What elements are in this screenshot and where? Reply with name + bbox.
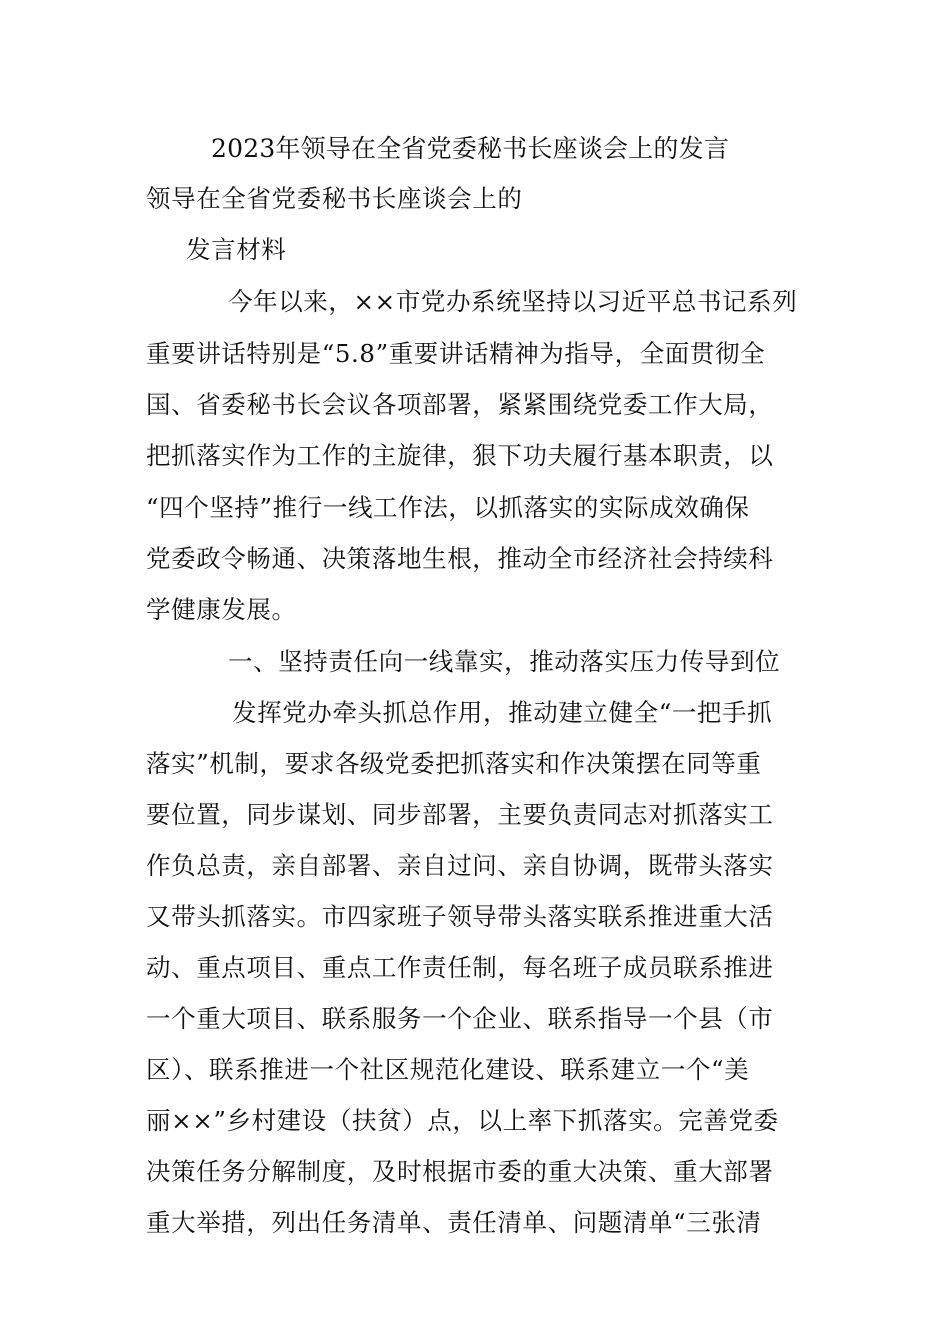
paragraph-2-line: 发挥党办牵头抓总作用，推动建立健全“一把手抓 [232,698,773,727]
paragraph-1-line: 把抓落实作为工作的主旋律，狠下功夫履行基本职责，以 [146,441,774,470]
paragraph-2-line: 丽××”乡村建设（扶贫）点，以上率下抓落实。完善党委 [146,1106,779,1135]
paragraph-1-line: 重要讲话特别是“5.8”重要讲话精神为指导，全面贯彻全 [146,339,766,368]
paragraph-2-line: 重大举措，列出任务清单、责任清单、问题清单“三张清 [146,1208,762,1237]
section-1-heading: 一、坚持责任向一线靠实，推动落实压力传导到位 [228,647,781,676]
paragraph-2-line: 作负总责，亲自部署、亲自过问、亲自协调，既带头落实 [146,851,774,880]
document-title: 2023年领导在全省党委秘书长座谈会上的发言 [211,134,730,163]
paragraph-1-line: 学健康发展。 [146,595,297,624]
paragraph-2-line: 又带头抓落实。市四家班子领导带头落实联系推进重大活 [146,902,774,931]
subtitle-line-2: 发言材料 [186,235,287,264]
paragraph-2-line: 决策任务分解制度，及时根据市委的重大决策、重大部署 [146,1157,774,1186]
paragraph-1-line: 今年以来，××市党办系统坚持以习近平总书记系列 [228,287,798,316]
paragraph-2-line: 落实”机制，要求各级党委把抓落实和作决策摆在同等重 [146,749,762,778]
paragraph-1-line: 党委政令畅通、决策落地生根，推动全市经济社会持续科 [146,544,774,573]
paragraph-1-line: “四个坚持”推行一线工作法，以抓落实的实际成效确保 [146,493,750,522]
paragraph-2-line: 一个重大项目、联系服务一个企业、联系指导一个县（市 [146,1004,774,1033]
subtitle-line-1: 领导在全省党委秘书长座谈会上的 [146,184,523,213]
paragraph-2-line: 动、重点项目、重点工作责任制，每名班子成员联系推进 [146,953,774,982]
paragraph-2-line: 区）、联系推进一个社区规范化建设、联系建立一个“美 [146,1055,750,1084]
paragraph-1-line: 国、省委秘书长会议各项部署，紧紧围绕党委工作大局， [146,390,774,419]
paragraph-2-line: 要位置，同步谋划、同步部署，主要负责同志对抓落实工 [146,800,774,829]
